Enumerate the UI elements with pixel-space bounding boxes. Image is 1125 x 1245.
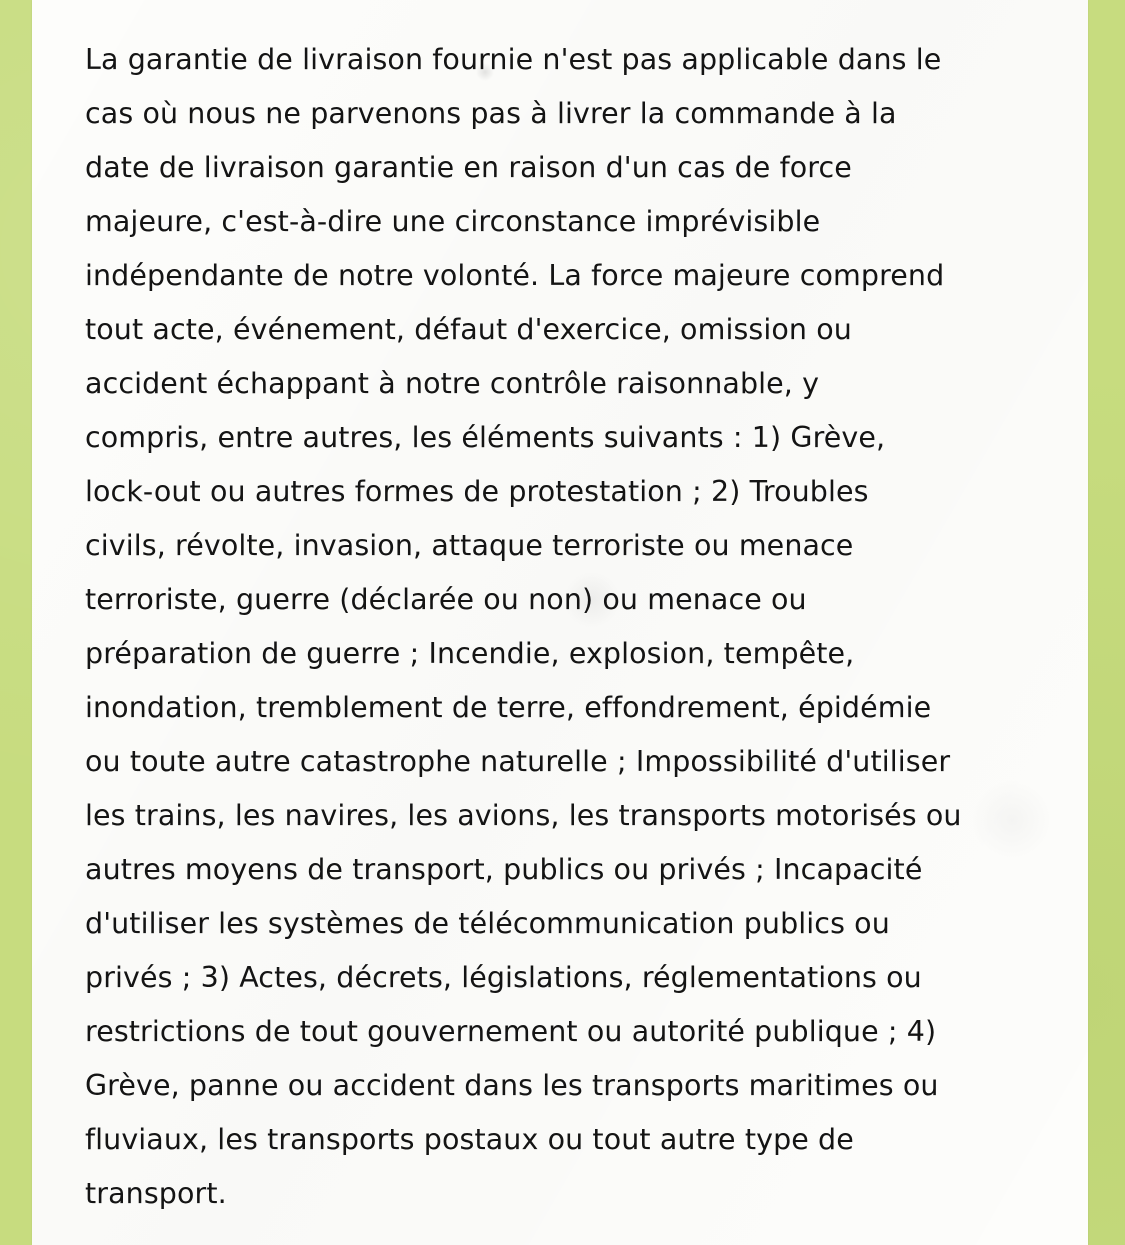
- text-line: La garantie de livraison fournie n'est pas applicable dans le: [85, 43, 942, 76]
- text-line: accident échappant à notre contrôle raisonnable, y: [85, 367, 820, 400]
- text-line: indépendante de notre volonté. La force majeure comprend: [85, 259, 945, 292]
- text-line: Grève, panne ou accident dans les transports maritimes ou: [85, 1069, 939, 1102]
- text-line: autres moyens de transport, publics ou privés ; Incapacité: [85, 853, 923, 886]
- text-line: restrictions de tout gouvernement ou autorité publique ; 4): [85, 1015, 937, 1048]
- text-line: compris, entre autres, les éléments suivants : 1) Grève,: [85, 421, 886, 454]
- text-line: privés ; 3) Actes, décrets, législations, réglementations ou: [85, 961, 922, 994]
- text-line: ou toute autre catastrophe naturelle ; Impossibilité d'utiliser: [85, 745, 951, 778]
- text-line: date de livraison garantie en raison d'un cas de force: [85, 151, 852, 184]
- text-line: d'utiliser les systèmes de télécommunication publics ou: [85, 907, 890, 940]
- text-line: majeure, c'est-à-dire une circonstance imprévisible: [85, 205, 821, 238]
- body-text: [85, 33, 1095, 1221]
- text-line: tout acte, événement, défaut d'exercice, omission ou: [85, 313, 852, 346]
- text-line: terroriste, guerre (déclarée ou non) ou menace ou: [85, 583, 807, 616]
- text-line: les trains, les navires, les avions, les transports motorisés ou: [85, 799, 962, 832]
- text-line: lock-out ou autres formes de protestation ; 2) Troubles: [85, 475, 869, 508]
- text-line: transport.: [85, 1177, 227, 1210]
- paper-sheet: [32, 0, 1088, 1245]
- text-line: civils, révolte, invasion, attaque terroriste ou menace: [85, 529, 854, 562]
- text-line: préparation de guerre ; Incendie, explosion, tempête,: [85, 637, 855, 670]
- text-line: inondation, tremblement de terre, effondrement, épidémie: [85, 691, 932, 724]
- text-line: cas où nous ne parvenons pas à livrer la commande à la: [85, 97, 897, 130]
- text-line: fluviaux, les transports postaux ou tout autre type de: [85, 1123, 854, 1156]
